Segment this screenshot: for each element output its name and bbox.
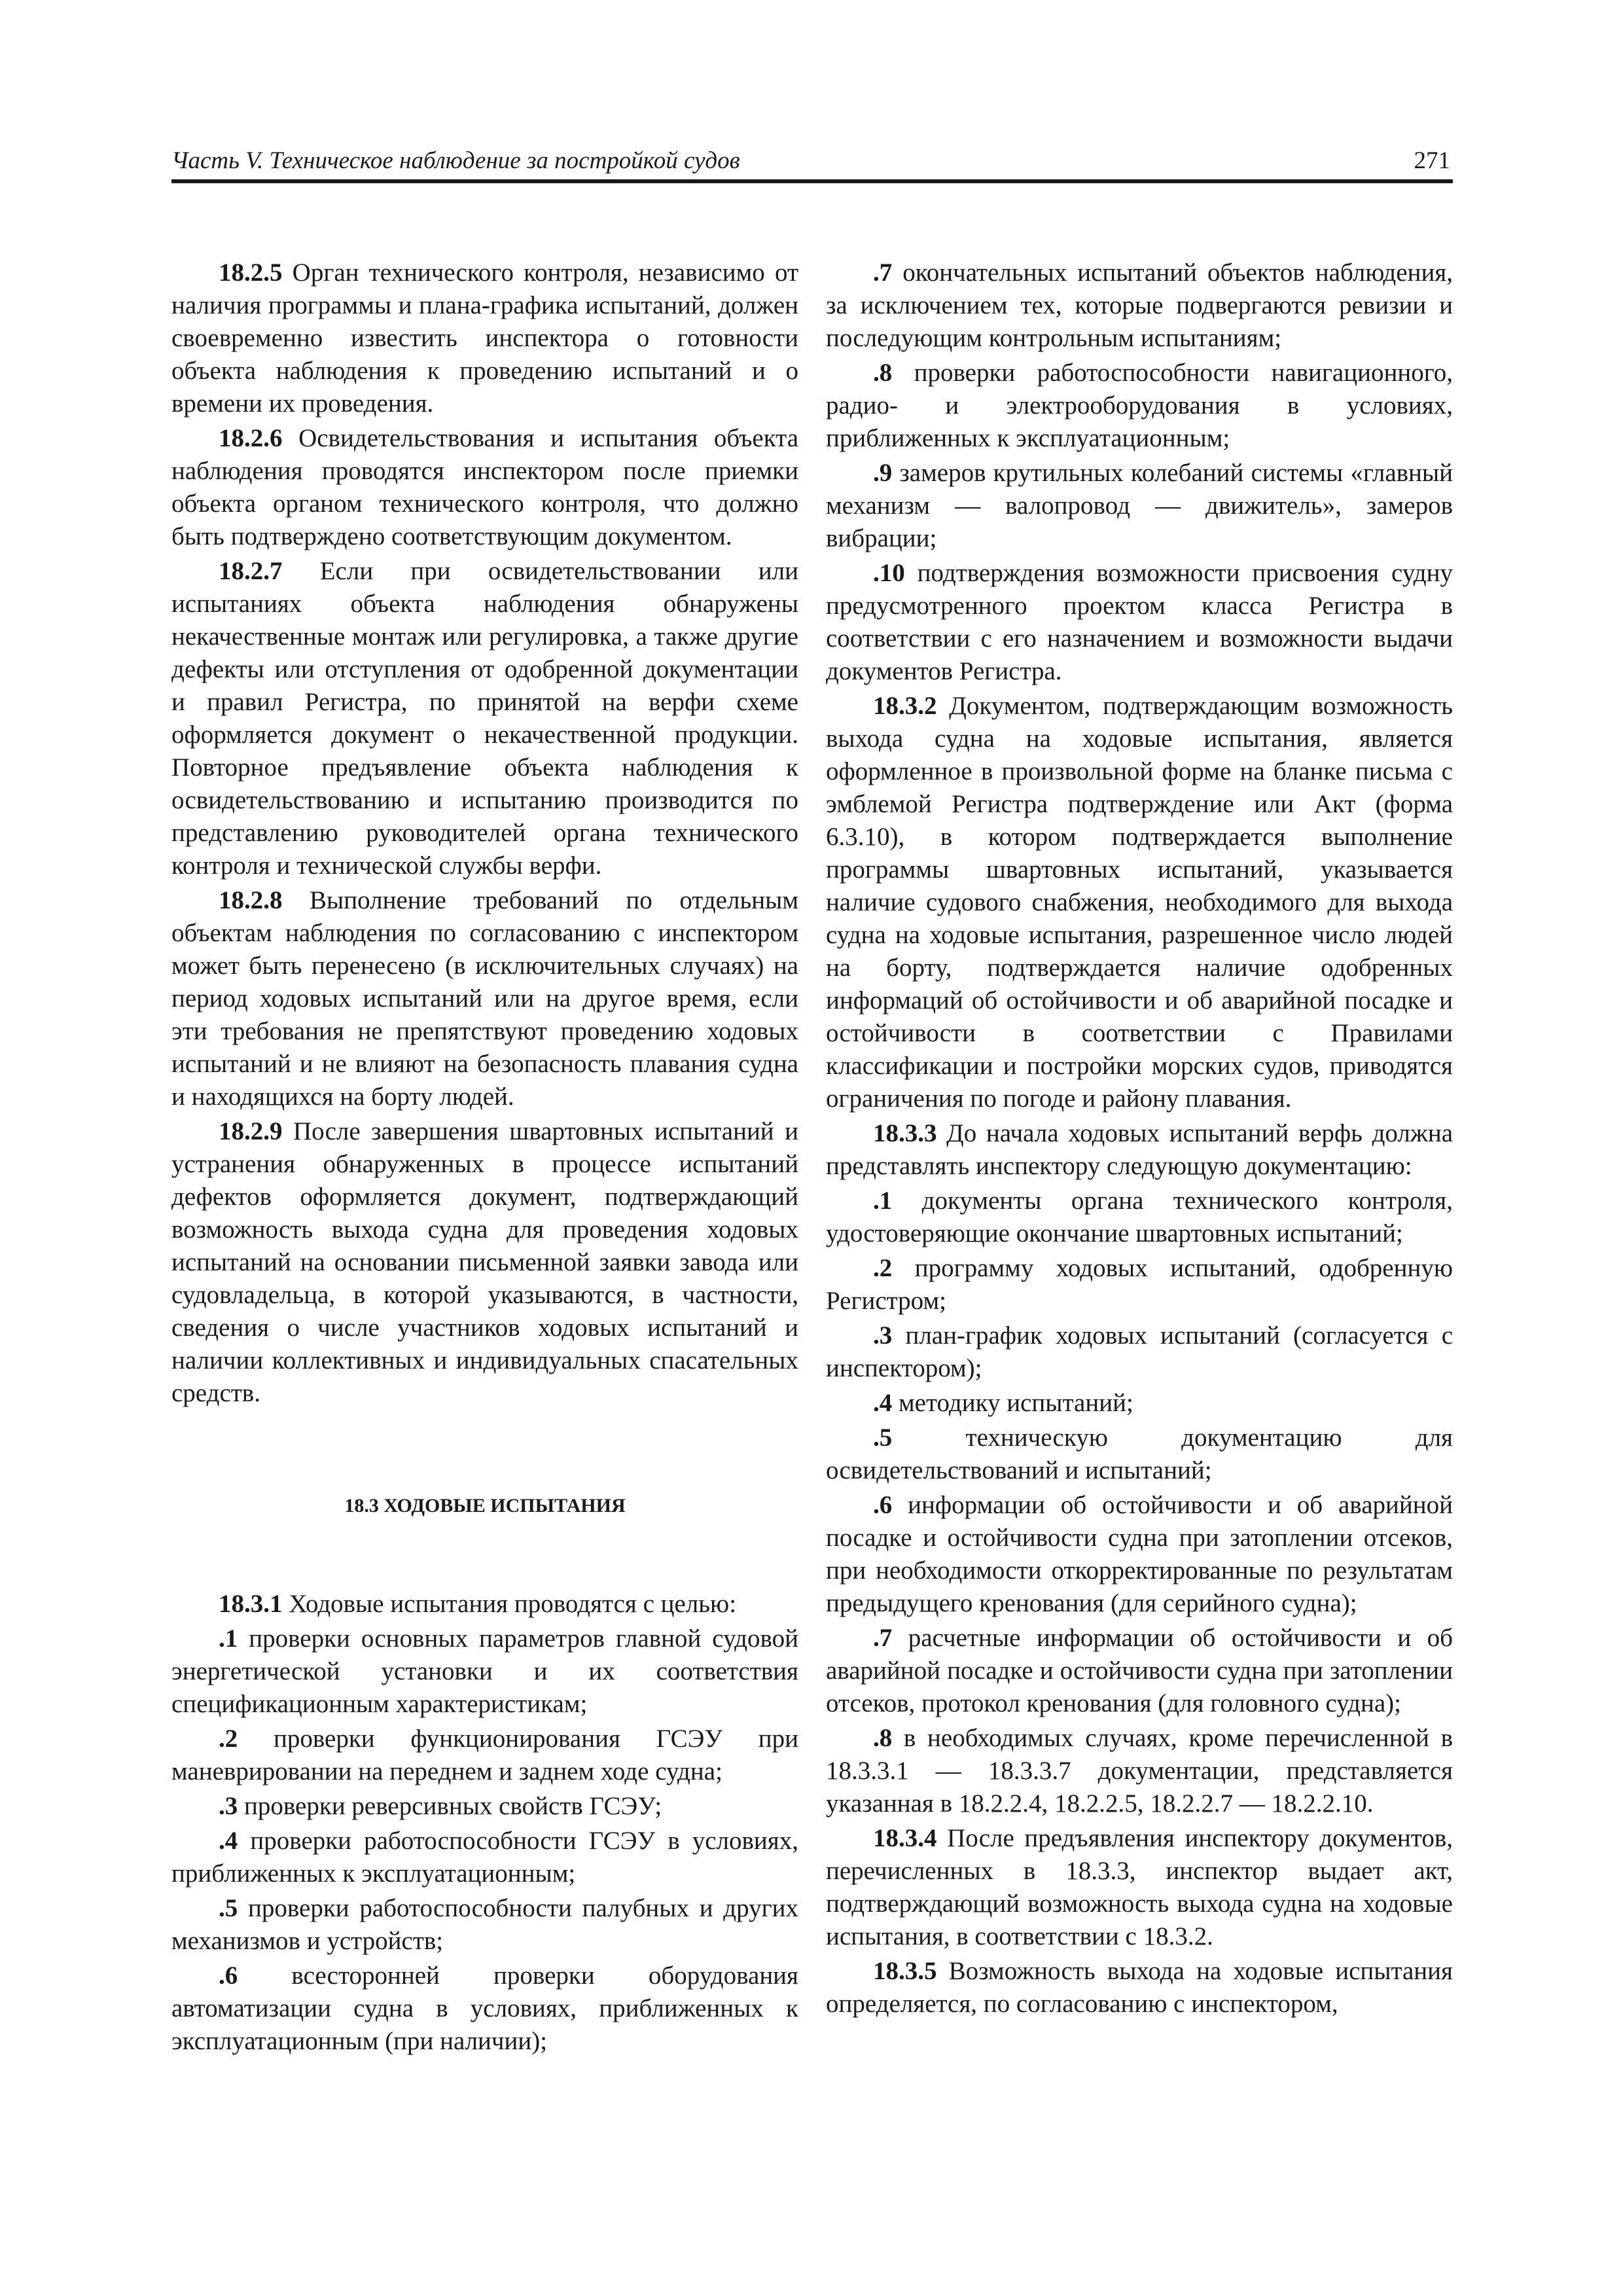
list-item	[826, 1252, 1453, 1318]
list-item	[171, 1960, 798, 2058]
paragraph-text: После предъявления инспектору документов, перечисленных в 18.3.3, инспектор выдает акт, подтверждающий возможность выхода судна на ходовые испытания, в соответствии с 18.3.2.	[826, 1824, 1453, 1950]
list-item	[826, 1722, 1453, 1820]
paragraph-text: До начала ходовых испытаний верфь должна представлять инспектору следующую документацию:	[826, 1119, 1453, 1180]
list-item-text: замеров крутильных колебаний системы «главный механизм — валопровод — движитель», замеров вибрации;	[826, 459, 1453, 552]
list-item-number: .4	[873, 1389, 893, 1417]
page-header	[171, 143, 1453, 183]
paragraph-number: 18.3.4	[873, 1824, 937, 1852]
paragraph	[171, 555, 798, 882]
list-item-number: .5	[873, 1424, 893, 1452]
list-item	[171, 1723, 798, 1788]
list-item-text: план-график ходовых испытаний (согласуется с инспектором);	[826, 1321, 1453, 1382]
paragraph-number: 18.3.2	[873, 692, 937, 720]
running-title: Часть V. Техническое наблюдение за постройкой судов	[171, 147, 740, 174]
paragraph-text: Если при освидетельствовании или испытаниях объекта наблюдения обнаружены некачественные монтаж или регулировка, а также другие дефекты или отступления от одобренной документации и правил Регистра, по принятой на верфи схеме оформляется документ о некачественной продукции. Повторное предъявление объекта наблюдения к освидетельствованию и испытанию производится по представлению руководителей органа технического контроля и технической службы верфи.	[171, 557, 798, 880]
paragraph-text: Выполнение требований по отдельным объектам наблюдения по согласованию с инспектором может быть перенесено (в исключительных случаях) на период ходовых испытаний или на другое время, если эти требования не препятствуют проведению ходовых испытаний и не влияют на безопасность плавания судна и находящихся на борту людей.	[171, 886, 798, 1111]
list-item-number: .2	[873, 1254, 893, 1282]
list-item-text: техническую документацию для освидетельствований и испытаний;	[826, 1424, 1453, 1484]
list-item-text: программу ходовых испытаний, одобренную Регистром;	[826, 1254, 1453, 1315]
list-item	[826, 1422, 1453, 1487]
list-item	[826, 457, 1453, 555]
list-item-text: окончательных испытаний объектов наблюдения, за исключением тех, которые подвергаются ревизии и последующим контрольным испытаниям;	[826, 259, 1453, 352]
paragraph	[826, 690, 1453, 1115]
paragraph-text: Документом, подтверждающим возможность выхода судна на ходовые испытания, является оформленное в произвольной форме на бланке письма с эмблемой Регистра подтверждение или Акт (форма 6.3.10), в котором подтверждается выполнение программы швартовных испытаний, указывается наличие судового снабжения, необходимого для выхода судна на ходовые испытания, разрешенное число людей на борту, подтверждается наличие одобренных информаций об остойчивости и об аварийной посадке и остойчивости в соответствии с Правилами классификации и постройки морских судов, приводятся ограничения по погоде и району плавания.	[826, 692, 1453, 1113]
list-item-text: в необходимых случаях, кроме перечисленной в 18.3.3.1 — 18.3.3.7 документации, представляется указанная в 18.2.2.4, 18.2.2.5, 18.2.2.7 — 18.2.2.10.	[826, 1724, 1453, 1818]
paragraph	[171, 884, 798, 1113]
list-item-text: информации об остойчивости и об аварийной посадке и остойчивости судна при затоплении отсеков, при необходимости откорректированные по результатам предыдущего кренования (для серийного судна);	[826, 1491, 1453, 1617]
list-item-text: проверки работоспособности палубных и других механизмов и устройств;	[171, 1894, 798, 1955]
paragraph-number: 18.2.9	[219, 1117, 283, 1145]
list-item	[171, 1623, 798, 1721]
paragraph	[171, 1115, 798, 1410]
paragraph-number: 18.2.5	[219, 259, 283, 287]
list-item-number: .8	[873, 359, 893, 387]
list-item-number: .9	[873, 459, 893, 487]
paragraph	[171, 1588, 798, 1621]
list-item	[826, 257, 1453, 355]
list-item-number: .6	[219, 1962, 238, 1990]
list-item	[826, 357, 1453, 455]
list-item-number: .10	[873, 559, 905, 587]
list-item	[171, 1892, 798, 1958]
paragraph-text: Ходовые испытания проводятся с целью:	[282, 1590, 737, 1618]
paragraph-text: После завершения швартовных испытаний и устранения обнаруженных в процессе испытаний дефектов оформляется документ, подтверждающий возможность выхода судна для проведения ходовых испытаний на основании письменной заявки завода или судовладельца, в которой указываются, в частности, сведения о числе участников ходовых испытаний и наличии коллективных и индивидуальных спасательных средств.	[171, 1117, 798, 1407]
list-item	[171, 1790, 798, 1823]
paragraph	[171, 257, 798, 420]
paragraph	[826, 1955, 1453, 2020]
list-item-text: расчетные информации об остойчивости и об аварийной посадке и остойчивости судна при затоплении отсеков, протокол кренования (для головного судна);	[826, 1624, 1453, 1717]
paragraph-text: Орган технического контроля, независимо от наличия программы и плана-графика испытаний, должен своевременно известить инспектора о готовности объекта наблюдения к проведению испытаний и о времени их проведения.	[171, 259, 798, 418]
list-item-number: .2	[219, 1725, 238, 1753]
paragraph-text: Освидетельствования и испытания объекта наблюдения проводятся инспектором после приемки объекта органом технического контроля, что должно быть подтверждено соответствующим документом.	[171, 424, 798, 550]
list-item-number: .7	[873, 259, 893, 287]
paragraph-number: 18.2.7	[219, 557, 283, 585]
list-item-text: методику испытаний;	[892, 1389, 1133, 1417]
list-item	[826, 1622, 1453, 1720]
list-item-number: .5	[219, 1894, 238, 1922]
list-item-number: .1	[219, 1624, 238, 1653]
list-item	[826, 1185, 1453, 1250]
list-item-text: всесторонней проверки оборудования автоматизации судна в условиях, приближенных к эксплуатационным (при наличии);	[171, 1962, 798, 2055]
list-item-number: .1	[873, 1187, 893, 1215]
paragraph-number: 18.3.5	[873, 1957, 937, 1985]
list-item-number: .3	[219, 1792, 238, 1820]
paragraph-text: Возможность выхода на ходовые испытания определяется, по согласованию с инспектором,	[826, 1957, 1453, 2018]
list-item-text: документы органа технического контроля, удостоверяющие окончание швартовных испытаний;	[826, 1187, 1453, 1247]
list-item	[826, 1319, 1453, 1385]
list-item-number: .4	[219, 1827, 238, 1855]
list-item	[826, 1387, 1453, 1420]
list-item	[826, 1489, 1453, 1620]
list-item-number: .8	[873, 1724, 893, 1752]
paragraph	[171, 422, 798, 553]
right-column	[826, 257, 1453, 2148]
paragraph-number: 18.2.6	[219, 424, 283, 452]
list-item-number: .3	[873, 1321, 893, 1350]
list-item-text: проверки основных параметров главной судовой энергетической установки и их соответствия спецификационным характеристикам;	[171, 1624, 798, 1718]
paragraph-number: 18.3.1	[219, 1590, 283, 1618]
page-number: 271	[1414, 147, 1450, 174]
list-item-number: .6	[873, 1491, 893, 1519]
section-heading: 18.3 ХОДОВЫЕ ИСПЫТАНИЯ	[344, 1495, 626, 1516]
paragraph-number: 18.2.8	[219, 886, 283, 914]
list-item-text: проверки работоспособности навигационного, радио- и электрооборудования в условиях, приближенных к эксплуатационным;	[826, 359, 1453, 452]
list-item-text: проверки функционирования ГСЭУ при маневрировании на переднем и заднем ходе судна;	[171, 1725, 798, 1785]
list-item-text: проверки реверсивных свойств ГСЭУ;	[238, 1792, 662, 1820]
list-item-text: проверки работоспособности ГСЭУ в условиях, приближенных к эксплуатационным;	[171, 1827, 798, 1888]
paragraph	[826, 1822, 1453, 1953]
list-item-text: подтверждения возможности присвоения судну предусмотренного проектом класса Регистра в соответствии с его назначением и возможности выдачи документов Регистра.	[826, 559, 1453, 685]
list-item-number: .7	[873, 1624, 893, 1652]
paragraph-number: 18.3.3	[873, 1119, 937, 1147]
list-item	[171, 1825, 798, 1890]
list-item	[826, 557, 1453, 688]
paragraph	[826, 1117, 1453, 1183]
left-column	[171, 257, 798, 2148]
